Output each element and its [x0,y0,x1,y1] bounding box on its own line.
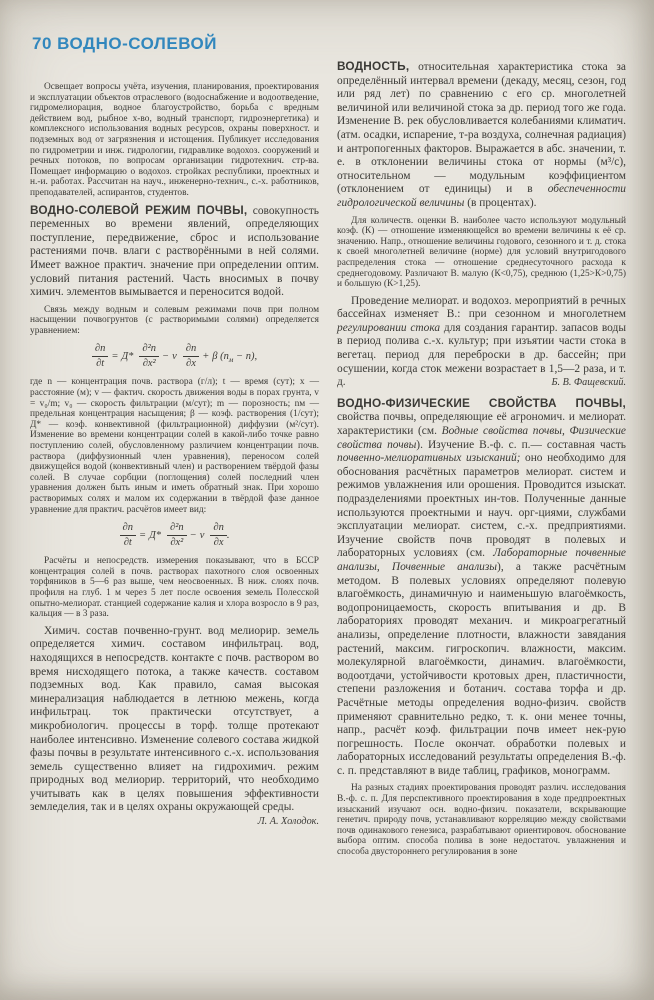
italic-reference: Водные свойства почвы, Физические свойства почвы [337,425,626,451]
text-run: Для количеств. оценки В. наиболее часто используют модульный коэф. (К) — отношение изменяющейся во времени величины к её ср. значению. Напр., отношение величины годового, сезонного и т. д. стока к своей многолетней величине (норме) для условий внутригодового распределения стока — отношение среднесуточного расхода к среднегодовому. Различают В. малую (К<0,75), среднюю (1,25>К>0,75) и большую (К>1,25). [337,215,626,290]
fraction-denominator: ∂x² [142,358,156,370]
italic-term: почвенно-мелиоративных изысканий; [337,452,521,465]
text-run: Химич. состав почвенно-грунт. вод мелиорир. земель определяется химич. составом инфильтрац. вод, находящихся в непосредств. контакте с почв. раствором во время нисходящего потока, а также качеств. составом подземных вод. Как правило, самая высокая минерализация наблюдается в летнюю межень, когда инфильтрац. ток практически отсутствует, а микробиологич. процессы в торф. толще протекают наиболее интенсивно. Изменение солевого состава жидкой фазы почвы в результате интенсивного с.-х. использования земель существенно влияет на гидрохимич. режим природных вод мелиорир. территорий, что необходимо учитывать как в целях повышения эффективности земледелия, так и в целях охраны окружающей среды. [30,624,319,814]
fraction-denominator: ∂x [186,358,196,370]
coefficient: Д* [149,530,162,542]
text-run: относительная характеристика стока за определённый интервал времени (декаду, месяц, сезон, год или ряд лет) по сравнению с его ср. многолетней величиной или величиной стока за др. период того же года. Изменение В. рек обусловливается колебаниями климатич. (атм. осадки, испарение, т-ра воздуха, солнечная радиация) и антропогенных факторов. Выражается в абс. значении, т. е. в отклонении величины стока от нормы (м³/с), относительном — модульным коэффициентом (отклонением от единицы) и в [337,61,626,196]
italic-term: регулировании стока [337,321,441,334]
plus-sign: + [202,351,210,363]
fraction-numerator: ∂n [92,343,108,357]
fraction [167,522,187,549]
salt-transport-formula [30,343,319,370]
text-run: ). Изучение В.-ф. с. п.— составная часть [416,438,626,451]
text-run: для создания гарантир. запасов воды в период полива с.-х. культур; при изъятии части стока в вегетац. период для переброски в др. бассейн; при осушении, когда сток межени возрастает в 1,5—2 раза, и т. д. [337,321,626,389]
left-column [30,58,319,858]
text-run: (в процентах). [464,196,537,209]
fraction-numerator: ∂²n [139,343,159,357]
fraction-numerator: ∂n [210,522,226,536]
text-run: Освещает вопросы учёта, изучения, планирования, проектирования и эксплуатации объектов отраслевого (водоснабжение и водоотведение, гидромелиорация, водное благоустройство, борьба с вредным действием вод, рыбное х-во, водный транспорт, гидроэнергетика) и комплексного использования водных ресурсов, охраны поверхност. и подземных вод от загрязнения и истощения. Публикует исследования по гидрометрии и инж. гидрологии, гидравлике водохоз. сооружений и речных потоков, по вопросам организации гидротехнич. стр-ва. Помещает информацию о водохоз. стройках республики, проектных и н.-и. работах. Рассчитан на науч., инженерно-технич., с.-х. работников, преподавателей, аспирантов, студентов. [30,82,319,198]
article-title: ВОДНОСТЬ, [337,59,410,73]
italic-term: обеспеченности гидрологической величины [337,183,626,209]
formula-tail: . [226,530,230,542]
text-run: Проведение мелиорат. и водохоз. мероприятий в речных бассейнах изменяет В.: при сезонном и многолетнем [337,294,626,321]
text-run: совокупность переменных во времени явлений, определяющих поступление, передвижение, сброс и использование растениями почв. влаги с растворёнными в ней солями. Имеет важное практич. значение при определении оптим. условий питания растений. Часть вносимых в почву химич. элементов вымывается и переносится водой. [30,204,319,299]
article-soil-salt-lead [30,204,319,300]
fraction-numerator: ∂n [183,343,199,357]
text-run: Связь между водным и солевым режимами почв при полном насыщении почвогрунтов (с растворимыми солями) определяется уравнением: [30,304,319,336]
fraction [183,343,199,370]
fraction-denominator: ∂x [213,537,224,549]
equals-sign: = [111,351,119,363]
right-column [337,60,626,858]
text-run: Расчёты и непосредств. измерения показывают, что в БССР концентрация солей в почв. растворах пахотного слоя освоенных торфяников в 5—6 раз выше, чем неосвоенных. В ниж. слоях почв. профиля на глуб. 1 м через 5 лет после освоения земель Полесской опытно-мелиорат. станцией содержание калия и хлора возросло в 9 раз, кальция — в 3 раза. [30,556,319,620]
equals-sign: = [138,530,147,542]
modulus-coefficient-note [337,216,626,290]
text-run: На разных стадиях проектирования проводят различ. исследования В.-ф. с. п. Для перспективного проектирования в ходе предпроектных изысканий изучают осн. водно-физич. показатели, вскрывающие генетич. природу почв, устанавливают корреляцию между свойствами почв одинакового генезиса, разрабатывают ориентировоч. обоснование выбора оптим. способа полива в зоне недостаточ. увлажнения и способа двустороннего регулирования в зоне [337,783,626,858]
fraction [92,343,108,370]
page-number: 70 [32,34,52,53]
fraction-denominator: ∂x² [170,537,184,549]
fraction [139,343,159,370]
fraction-numerator: ∂n [120,522,136,536]
running-title: ВОДНО-СОЛЕВОЙ [57,34,217,53]
coefficient: Д* [121,351,134,363]
coefficient: v [199,530,205,542]
article-title: ВОДНО-СОЛЕВОЙ РЕЖИМ ПОЧВЫ, [30,202,248,217]
minus-sign: − [189,530,197,542]
fraction-denominator: ∂t [96,358,105,370]
melioration-impact-paragraph [337,295,626,390]
author-signature: Б. В. Фащевский. [551,377,626,389]
fraction [210,522,226,549]
fraction-numerator: ∂²n [167,522,187,536]
running-header [32,34,626,54]
simplified-formula [30,522,319,549]
text-run: где n — концентрация почв. раствора (г/л); t — время (сут); x — расстояние (м); v — фактич. скорость движения воды в порах грунта, v = v₀/m; v₀ — скорость фильтрации (м/сут); m — порозность; nм — предельная концентрация насыщения; β — коэф. растворения (1/сут); Д* — коэф. конвективной (фильтрационной) диффузии (м²/сут). Изменение во времени концентрации солей в какой-либо точке равно поступлению солей, обусловленному различием концентрации почв. раствора (диффузионный член уравнения), переносом солей движущейся водой (конвективный член) и растворением твёрдой фазы солей. В случае сорбции (поглощения) солей последний член уравнения должен быть иным и иметь обратный знак. При хорошо растворимых солях и малом их содержании в твёрдой фазе данное уравнение для практич. расчётов имеет вид: [30,377,319,515]
fraction-denominator: ∂t [123,537,132,549]
equation-intro-note [30,305,319,337]
author-signature: Л. А. Холодок. [257,816,319,828]
article-title: ВОДНО-ФИЗИЧЕСКИЕ СВОЙСТВА ПОЧВЫ, [337,395,626,410]
fraction [120,522,136,549]
text-run: свойства почвы, определяющие её агрономич. и мелиорат. характеристики (см. [337,411,626,438]
variables-note [30,377,319,515]
article-vfsp-lead [337,397,626,779]
minus-sign: − [161,351,170,363]
coefficient: v [172,351,177,363]
journal-intro-paragraph [30,82,319,199]
italic-reference: Лабораторные почвенные анализы, Почвенные анализы [337,547,626,573]
formula-tail: β $(n_м - n)$, [212,351,258,365]
encyclopedia-page [30,34,626,858]
chemical-composition-paragraph [30,625,319,829]
text-run: ), а также расчётным методом. В полевых условиях определяют полевую влагоёмкость, динамичную и наименьшую влагоёмкость, водопроницаемость, скорость впитывания и др. В лабораториях проводят механич. и микроагрегатный анализы, определение плотности, влажности завядания растений, максим. гигроскопич. влажности, максим. молекулярной влагоёмкости, динамич. влагоёмкости, водоотдачи, устойчивости кротовых дрен, пластичности, степени разложения и ботанич. состава торфа и др. Расчётные методы определения водно-физич. свойств применяют сравнительно редко, т. к. они менее точны, напр., расчёт коэф. фильтрации почв имеет нек-рую погрешность. После окончат. обработки полевых и лабораторных исследований результаты определения В.-ф. с. п. представляют в виде таблиц, графиков, монограмм. [337,560,626,777]
article-vodnost-lead [337,60,626,211]
design-stages-note [337,783,626,857]
text-run: оно необходимо для обоснования расчётных параметров мелиорат. систем и режимов увлажнения или орошения. Проводится изыскат. подразделениями проектных ин-тов. Полученные данные используются проектными и науч. орг-циями, службами эксплуатации мелиорат. систем, с.-х. предприятиями. Изучение свойств почв проводят в полевых и лабораторных условиях (см. [337,452,626,560]
bssr-measurements-note [30,556,319,620]
